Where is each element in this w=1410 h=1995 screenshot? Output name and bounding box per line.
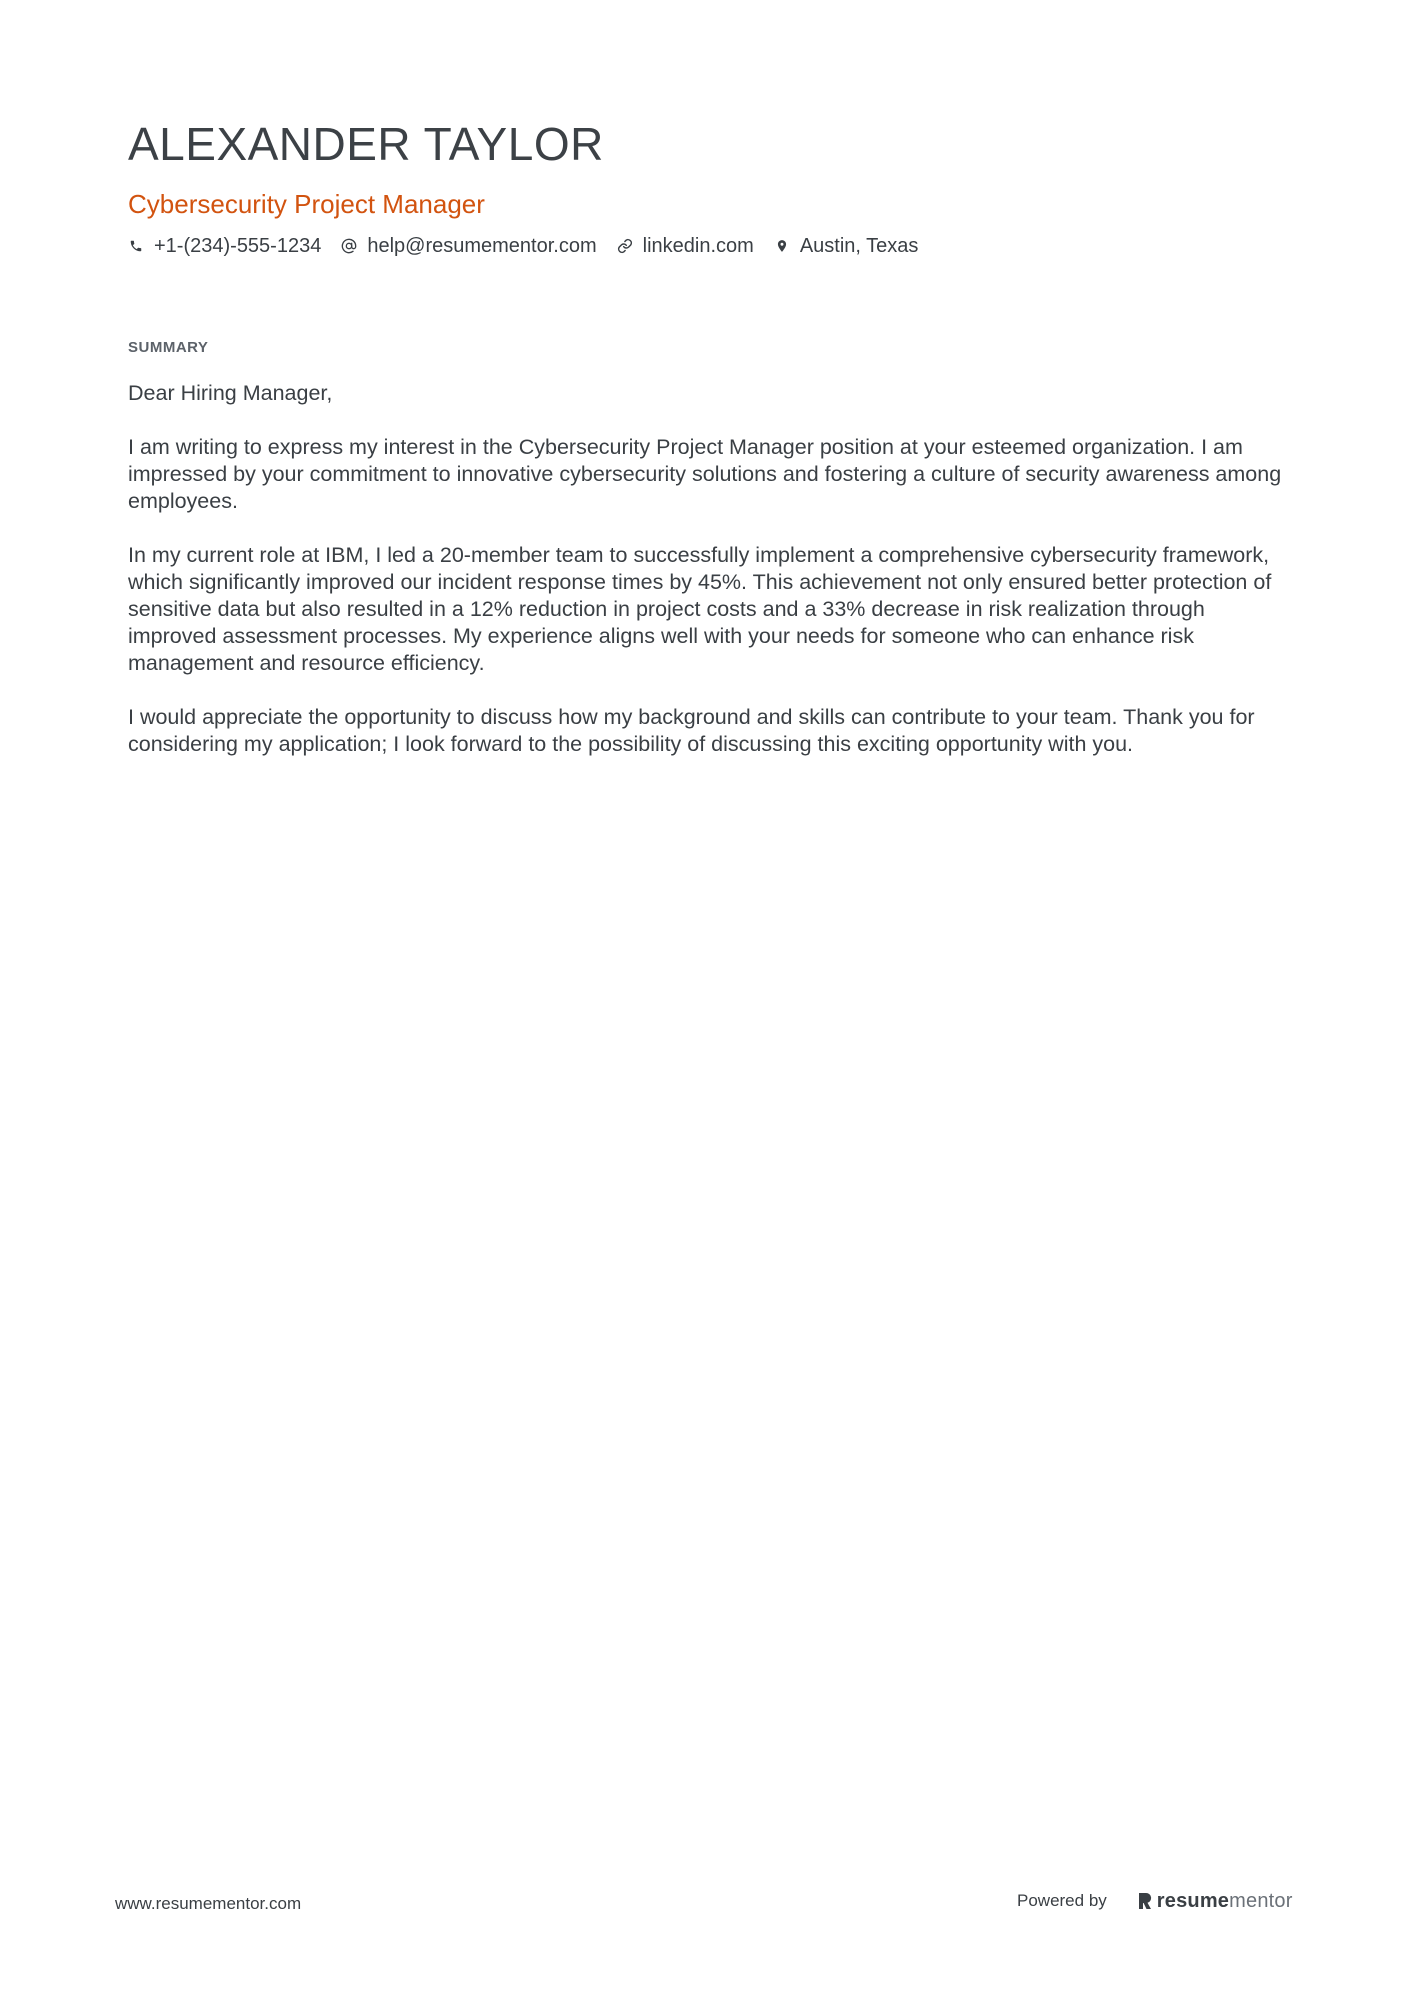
- letter-paragraph: In my current role at IBM, I led a 20-member team to successfully implement a comprehensive cybersecurity framework, which significantly improved our incident response times by 45%. This achievement not only ensured better protection of sensitive data but also resulted in a 12% reduction in project costs and a 33% decrease in risk realization through improved assessment processes. My experience aligns well with your needs for someone who can enhance risk management and resource efficiency.: [128, 543, 1272, 675]
- salutation: Dear Hiring Manager,: [128, 381, 333, 405]
- candidate-name: ALEXANDER TAYLOR: [128, 118, 604, 170]
- header: [128, 112, 1288, 260]
- at-icon: [341, 238, 357, 254]
- brand-name-light: mentor: [1229, 1890, 1293, 1912]
- letter-paragraph: I am writing to express my interest in the Cybersecurity Project Manager position at your esteemed organization. I am impressed by your commitment to innovative cybersecurity solutions and fostering a culture of security awareness among employees.: [128, 435, 1282, 513]
- location-text: Austin, Texas: [799, 235, 919, 257]
- summary-section: [128, 338, 1288, 785]
- footer-branding: [1017, 1890, 1293, 1912]
- contact-location: [774, 232, 919, 260]
- brand-logo[interactable]: [1137, 1890, 1293, 1912]
- job-title: Cybersecurity Project Manager: [128, 189, 485, 219]
- contact-bar: [128, 232, 1288, 260]
- cover-letter-body: [128, 380, 1288, 758]
- location-pin-icon: [774, 238, 790, 254]
- section-title: SUMMARY: [128, 339, 209, 356]
- phone-icon: [128, 238, 144, 254]
- phone-number: +1-(234)-555-1234: [154, 235, 322, 257]
- resumementor-logo-icon: [1137, 1891, 1153, 1911]
- contact-phone: [128, 232, 321, 260]
- contact-linkedin[interactable]: [617, 232, 754, 260]
- footer-website[interactable]: www.resumementor.com: [115, 1894, 302, 1913]
- contact-email[interactable]: [341, 232, 596, 260]
- link-icon: [617, 238, 633, 254]
- powered-by-label: Powered by: [1017, 1891, 1107, 1910]
- linkedin-link[interactable]: linkedin.com: [642, 235, 754, 257]
- brand-name-bold: resume: [1156, 1890, 1230, 1912]
- letter-paragraph: I would appreciate the opportunity to discuss how my background and skills can contribute to your team. Thank you for considering my application; I look forward to the possibility of discussing this exciting opportunity with you.: [128, 705, 1255, 756]
- email-address[interactable]: help@resumementor.com: [367, 235, 597, 257]
